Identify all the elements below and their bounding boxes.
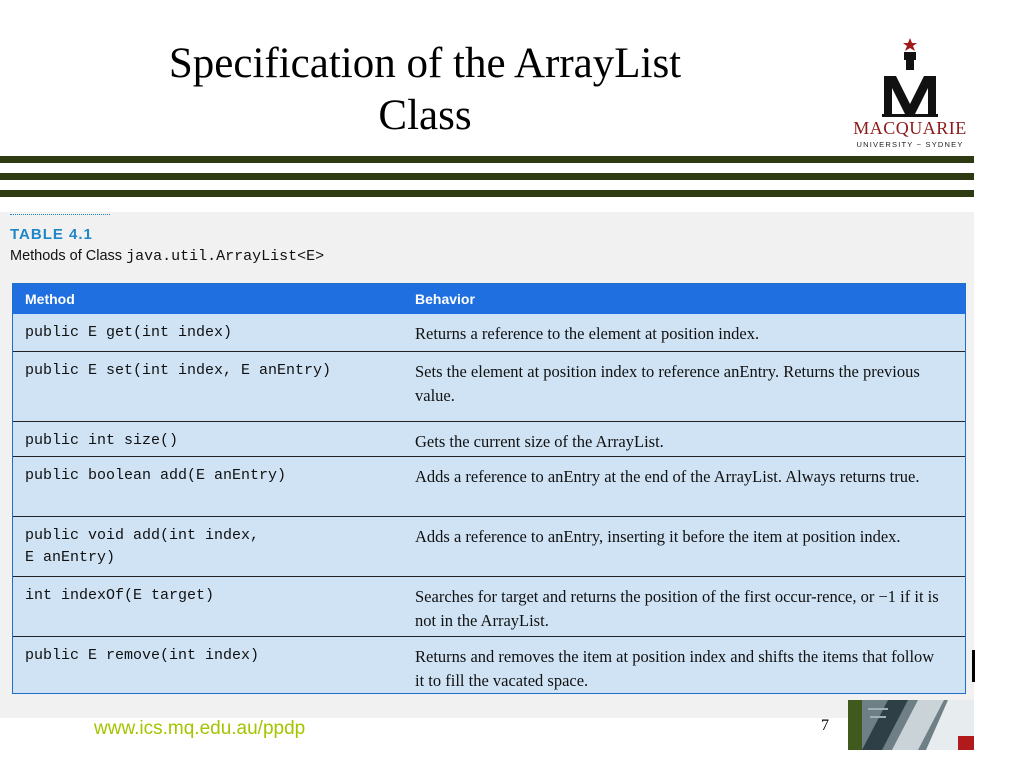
university-logo xyxy=(846,36,978,154)
table-header xyxy=(13,284,965,314)
table-row xyxy=(13,314,965,351)
corner-photo-icon xyxy=(848,700,974,750)
logo-subtitle: UNIVERSITY ~ SYDNEY xyxy=(856,140,964,149)
method-cell: public E get(int index) xyxy=(25,324,233,341)
method-cell: public void add(int index, E anEntry) xyxy=(25,527,260,566)
table-row xyxy=(13,636,965,693)
table-label: TABLE 4.1 xyxy=(10,226,93,243)
method-cell: public E remove(int index) xyxy=(25,647,260,664)
table-dotted-rule xyxy=(10,214,110,215)
method-cell: public boolean add(E anEntry) xyxy=(25,467,287,484)
footer-url: www.ics.mq.edu.au/ppdp xyxy=(94,718,306,739)
corner-bar xyxy=(972,650,975,682)
behavior-cell: Returns a reference to the element at position index. xyxy=(415,324,760,343)
header-rule-1 xyxy=(0,156,974,163)
slide-title-line-2: Class xyxy=(378,92,472,139)
behavior-cell: Returns and removes the item at position index and shifts the items that follow it to fill the vacated space. xyxy=(415,647,935,690)
slide-title xyxy=(90,38,760,142)
page-number: 7 xyxy=(821,717,829,734)
table-row xyxy=(13,421,965,456)
table-row xyxy=(13,456,965,516)
slide-title-line-1: Specification of the ArrayList xyxy=(168,40,682,87)
table-row xyxy=(13,516,965,576)
logo-wordmark: MACQUARIE xyxy=(853,118,967,138)
method-cell: int indexOf(E target) xyxy=(25,587,215,604)
behavior-cell: Searches for target and returns the position of the first occur-rence, or −1 if it is not in the ArrayList. xyxy=(415,587,939,630)
methods-table xyxy=(12,283,966,694)
header-rule-3 xyxy=(0,190,974,197)
header-method: Method xyxy=(25,291,75,307)
table-caption-text: Methods of Class xyxy=(10,248,123,264)
logo-emblem-icon xyxy=(846,36,974,120)
behavior-cell: Adds a reference to anEntry at the end of the ArrayList. Always returns true. xyxy=(415,467,920,486)
table-row xyxy=(13,351,965,421)
header-rule-2 xyxy=(0,173,974,180)
table-caption xyxy=(10,248,324,265)
method-cell: public E set(int index, E anEntry) xyxy=(25,362,332,379)
table-caption-code: java.util.ArrayList<E> xyxy=(126,248,325,265)
behavior-cell: Gets the current size of the ArrayList. xyxy=(415,432,664,451)
corner-photo xyxy=(848,700,974,750)
behavior-cell: Sets the element at position index to reference anEntry. Returns the previous value. xyxy=(415,362,920,405)
behavior-cell: Adds a reference to anEntry, inserting it before the item at position index. xyxy=(415,527,901,546)
table-row xyxy=(13,576,965,636)
header-behavior: Behavior xyxy=(415,291,475,307)
method-cell: public int size() xyxy=(25,432,179,449)
